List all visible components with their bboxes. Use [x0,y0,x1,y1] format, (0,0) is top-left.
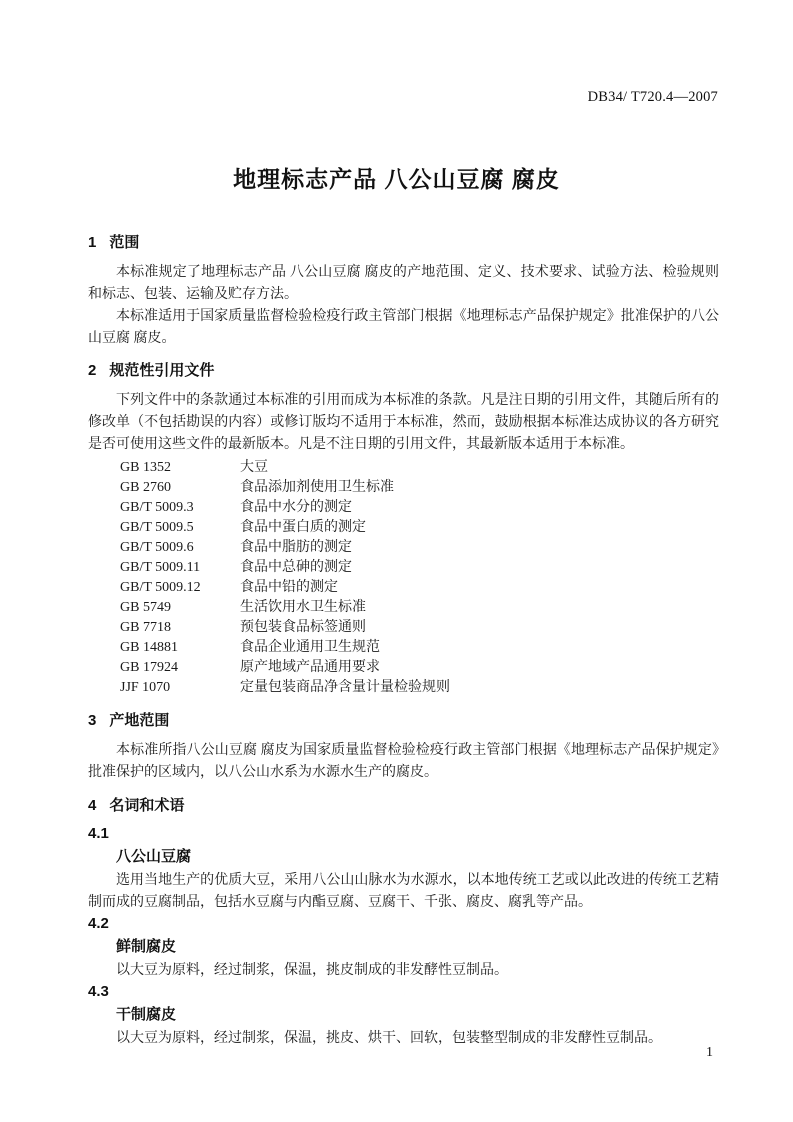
document-title: 地理标志产品 八公山豆腐 腐皮 [233,166,560,192]
reference-title: 大豆 [240,460,268,475]
section-number: 1 [88,234,97,251]
clause-term: 干制腐皮 [116,1006,177,1023]
reference-row [88,498,719,518]
clause-definition: 选用当地生产的优质大豆，采用八公山山脉水为水源水，以本地传统工艺或以此改进的传统工艺精制而成的豆腐制品，包括水豆腐与内酯豆腐、豆腐干、千张、腐皮、腐乳等产品。 [88,873,719,910]
section-number: 4 [88,797,97,814]
document-body [88,229,719,1050]
normative-references-list [88,458,719,698]
reference-title: 原产地域产品通用要求 [240,660,380,675]
reference-row [88,678,719,698]
clause-number: 4.2 [88,915,109,932]
reference-title: 生活饮用水卫生标准 [240,600,366,615]
reference-code: GB 1352 [120,460,171,475]
clause-4-3 [88,984,719,1050]
reference-code: GB 17924 [120,660,178,675]
reference-title: 食品添加剂使用卫生标准 [240,480,394,495]
reference-title: 食品企业通用卫生规范 [240,640,380,655]
reference-title: 食品中总砷的测定 [240,560,352,575]
reference-row [88,458,719,478]
reference-code: GB 2760 [120,480,171,495]
reference-code: GB/T 5009.11 [120,560,201,575]
section-title: 范围 [109,234,140,251]
reference-title: 食品中蛋白质的测定 [240,520,366,535]
reference-row [88,598,719,618]
clause-definition: 以大豆为原料，经过制浆，保温，挑皮、烘干、回软，包装整型制成的非发酵性豆制品。 [116,1031,662,1046]
section-number: 3 [88,712,97,729]
section-4-heading [88,798,719,814]
reference-row [88,638,719,658]
paragraph: 本标准适用于国家质量监督检验检疫行政主管部门根据《地理标志产品保护规定》批准保护的八公山豆腐 腐皮。 [88,309,719,346]
section-1-heading [88,235,719,251]
reference-code: GB/T 5009.5 [120,520,194,535]
reference-title: 预包装食品标签通则 [240,620,366,635]
section-number: 2 [88,362,97,379]
section-title: 产地范围 [109,712,170,729]
section-title: 名词和术语 [109,797,185,814]
reference-row [88,478,719,498]
reference-code: GB 5749 [120,600,171,615]
clause-4-2 [88,916,719,982]
standard-code: DB34/ T720.4—2007 [587,89,718,105]
paragraph: 本标准所指八公山豆腐 腐皮为国家质量监督检验检疫行政主管部门根据《地理标志产品保护规定》批准保护的区域内，以八公山水系为水源水生产的腐皮。 [88,743,719,780]
paragraph: 下列文件中的条款通过本标准的引用而成为本标准的条款。凡是注日期的引用文件，其随后所有的修改单（不包括勘误的内容）或修订版均不适用于本标准，然而，鼓励根据本标准达成协议的各方研究是否可使用这些文件的最新版本。凡是不注日期的引用文件，其最新版本适用于本标准。 [88,393,719,452]
page-number: 1 [706,1045,713,1060]
clause-number: 4.1 [88,825,109,842]
clause-term: 鲜制腐皮 [116,938,177,955]
clause-number: 4.3 [88,983,109,1000]
reference-code: GB/T 5009.6 [120,540,194,555]
reference-row [88,538,719,558]
reference-row [88,518,719,538]
reference-row [88,618,719,638]
reference-code: JJF 1070 [120,680,171,695]
reference-row [88,558,719,578]
paragraph: 本标准规定了地理标志产品 八公山豆腐 腐皮的产地范围、定义、技术要求、试验方法、检验规则和标志、包装、运输及贮存方法。 [88,265,719,302]
section-title: 规范性引用文件 [109,362,215,379]
reference-code: GB/T 5009.3 [120,500,194,515]
section-2-heading [88,363,719,379]
section-3-heading [88,713,719,729]
reference-title: 定量包装商品净含量计量检验规则 [240,680,450,695]
reference-title: 食品中水分的测定 [240,500,352,515]
reference-code: GB 14881 [120,640,178,655]
clause-definition: 以大豆为原料，经过制浆，保温，挑皮制成的非发酵性豆制品。 [116,963,508,978]
reference-row [88,658,719,678]
clause-4-1 [88,826,719,914]
reference-title: 食品中脂肪的测定 [240,540,352,555]
reference-row [88,578,719,598]
reference-code: GB 7718 [120,620,171,635]
reference-code: GB/T 5009.12 [120,580,201,595]
clause-term: 八公山豆腐 [116,848,192,865]
reference-title: 食品中铅的测定 [240,580,338,595]
